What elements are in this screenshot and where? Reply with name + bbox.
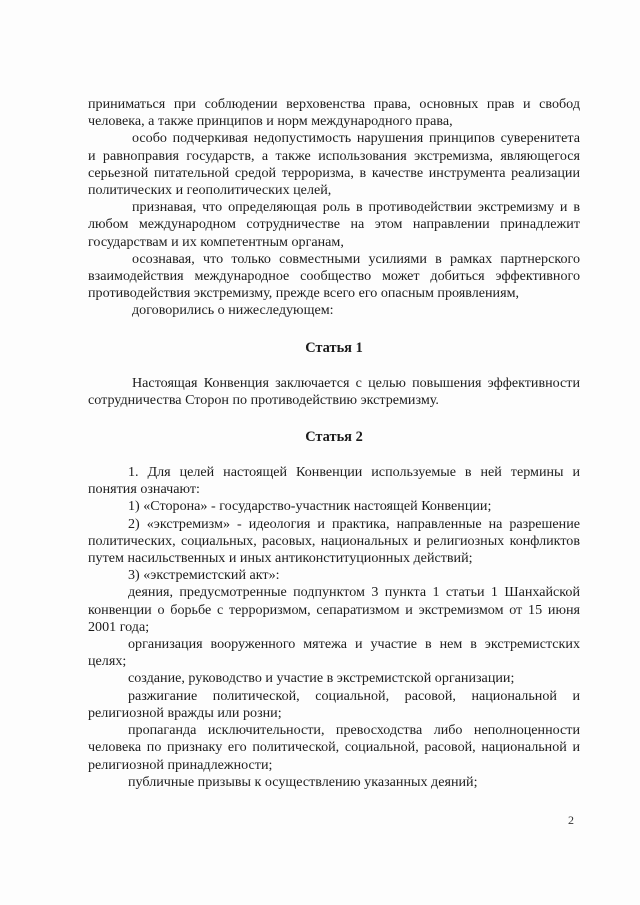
intro-paragraph: договорились о нижеследующем: (132, 302, 334, 319)
article-2-paragraph: 3) «экстремистский акт»: (128, 567, 280, 584)
article-1-heading: Статья 1 (305, 339, 363, 356)
article-2-heading: Статья 2 (305, 429, 363, 446)
intro-paragraph-continuation: приниматься при соблюдении верховенства права, основных прав и свобод человека, а также принципов и норм международного права, (88, 96, 580, 130)
intro-paragraph: признавая, что определяющая роль в противодействии экстремизму и в любом международном сотрудничестве на этом направлении принадлежит государствам и их компетентным органам, (88, 199, 580, 250)
intro-paragraph: осознавая, что только совместными усилиями в рамках партнерского взаимодействия международное сообщество может добиться эффективного противодействия экстремизму, прежде всего его опасным проявлениям, (88, 250, 580, 302)
article-2-paragraph: организация вооруженного мятежа и участие в нем в экстремистских целях; (88, 636, 580, 670)
article-1-text: Настоящая Конвенция заключается с целью повышения эффективности сотрудничества Сторон по противодействию экстремизму. (88, 374, 580, 408)
article-2-paragraph: пропаганда исключительности, превосходства либо неполноценности человека по признаку его политической, социальной, расовой, национальной и религиозной принадлежности; (88, 722, 580, 773)
page-number: 2 (568, 813, 574, 827)
article-2-paragraph: 1. Для целей настоящей Конвенции используемые в ней термины и понятия означают: (88, 464, 580, 498)
article-2-paragraph: разжигание политической, социальной, расовой, национальной и религиозной вражды или розни; (88, 687, 580, 721)
document-body (88, 96, 580, 791)
article-2-paragraph: создание, руководство и участие в экстремистской организации; (128, 670, 515, 687)
article-2-paragraph: 1) «Сторона» - государство-участник настоящей Конвенции; (128, 498, 492, 515)
article-2-paragraph: 2) «экстремизм» - идеология и практика, направленные на разрешение политических, социальных, расовых, национальных и религиозных конфликтов путем насильственных и иных антиконституционных действий; (88, 515, 580, 567)
article-2-paragraph: публичные призывы к осуществлению указанных деяний; (128, 773, 478, 790)
article-2-paragraph: деяния, предусмотренные подпунктом 3 пункта 1 статьи 1 Шанхайской конвенции о борьбе с терроризмом, сепаратизмом и экстремизмом от 15 июня 2001 года; (88, 584, 580, 635)
intro-paragraph: особо подчеркивая недопустимость нарушения принципов суверенитета и равноправия государств, а также использования экстремизма, являющегося серьезной питательной средой терроризма, в качестве инструмента реализации политических и геополитических целей, (88, 130, 580, 199)
